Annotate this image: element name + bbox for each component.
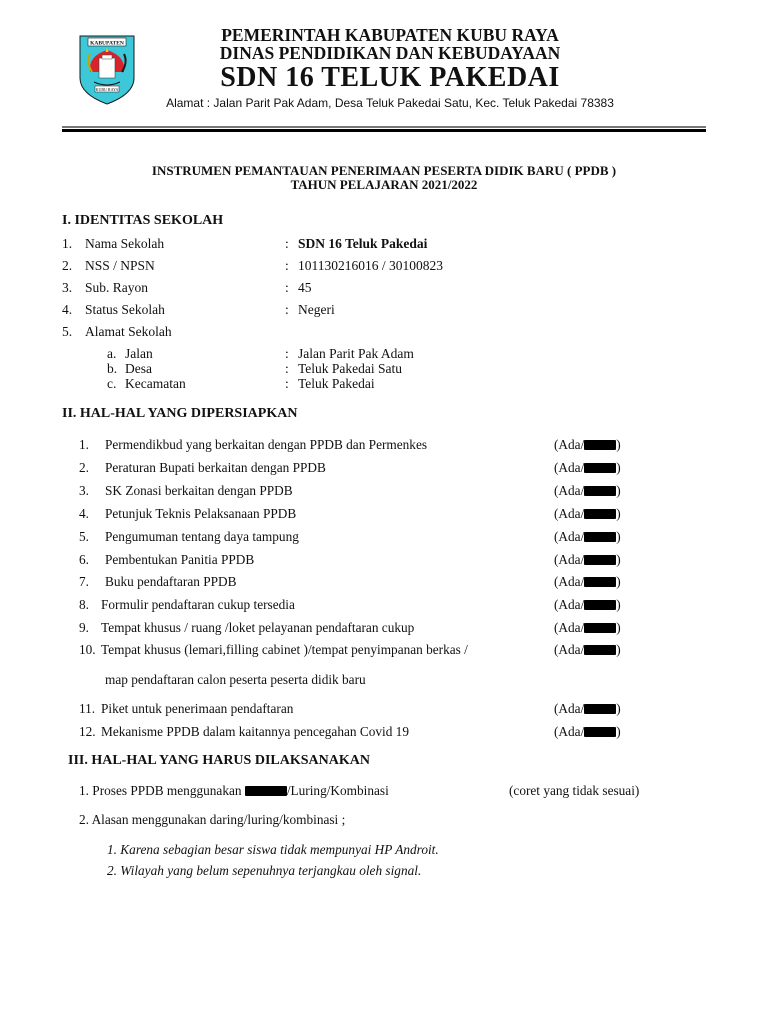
availability-status: (Ada/ ) [554, 642, 621, 657]
item-text: Pengumuman tentang daya tampung [105, 529, 299, 544]
availability-status: (Ada/ ) [554, 529, 621, 544]
row-number: 4. [62, 302, 73, 317]
row-separator: : [285, 280, 289, 295]
row-number: 2. [62, 258, 73, 273]
school-address: Alamat : Jalan Parit Pak Adam, Desa Teluk Pakedai Satu, Kec. Teluk Pakedai 78383 [166, 96, 614, 110]
item-number: 4. [79, 506, 89, 521]
item-text: Formulir pendaftaran cukup tersedia [101, 597, 295, 612]
row-value: Teluk Pakedai Satu [298, 361, 403, 376]
availability-status: (Ada/ ) [554, 701, 621, 716]
row-separator: : [285, 346, 289, 361]
availability-status: (Ada/ ) [554, 574, 621, 589]
process-mode-row: 1. Proses PPDB menggunakan /Luring/Kombinasi [79, 783, 389, 798]
item-number: 11. [79, 701, 96, 716]
item-text: Tempat khusus (lemari,filling cabinet )/tempat penyimpanan berkas / [101, 642, 468, 657]
item-number: 2. [79, 460, 89, 475]
document-subtitle: TAHUN PELAJARAN 2021/2022 [290, 177, 478, 192]
redacted-option [584, 532, 616, 542]
svg-text:KUBU RAYA: KUBU RAYA [95, 86, 119, 92]
reason-item-2: 2. Wilayah yang belum sepenuhnya terjangkau oleh signal. [107, 863, 422, 878]
item-number: 10. [79, 642, 96, 657]
government-name: PEMERINTAH KABUPATEN KUBU RAYA [221, 25, 559, 45]
item-number: 1. [79, 437, 89, 452]
redacted-option [584, 440, 616, 450]
redacted-option [584, 600, 616, 610]
strike-instruction-note: (coret yang tidak sesuai) [509, 783, 640, 798]
item-text: Buku pendaftaran PPDB [105, 574, 237, 589]
item-number: 9. [79, 620, 89, 635]
row-value: Jalan Parit Pak Adam [298, 346, 414, 361]
availability-status: (Ada/ ) [554, 724, 621, 739]
row-number: b. [107, 361, 118, 376]
item-text: Petunjuk Teknis Pelaksanaan PPDB [105, 506, 297, 521]
row-value: Negeri [298, 302, 335, 317]
section-dilaksanakan-heading: III. HAL-HAL YANG HARUS DILAKSANAKAN [68, 753, 370, 768]
redacted-option [584, 704, 616, 714]
row-value: SDN 16 Teluk Pakedai [298, 236, 428, 251]
availability-status: (Ada/ ) [554, 437, 621, 452]
redacted-option [584, 555, 616, 565]
row-number: a. [107, 346, 117, 361]
availability-status: (Ada/ ) [554, 506, 621, 521]
row-label: NSS / NPSN [85, 258, 155, 273]
item-text: Mekanisme PPDB dalam kaitannya pencegahan Covid 19 [101, 724, 409, 739]
availability-status: (Ada/ ) [554, 597, 621, 612]
redacted-option [245, 786, 287, 796]
row-label: Kecamatan [125, 376, 186, 391]
row-label: Alamat Sekolah [85, 324, 172, 339]
availability-status: (Ada/ ) [554, 483, 621, 498]
row-label: Desa [125, 361, 152, 376]
row-number: c. [107, 376, 117, 391]
item-text-continuation: map pendaftaran calon peserta peserta didik baru [105, 672, 366, 687]
item-text: Piket untuk penerimaan pendaftaran [101, 701, 294, 716]
item-text: SK Zonasi berkaitan dengan PPDB [105, 483, 293, 498]
row-separator: : [285, 376, 289, 391]
redacted-option [584, 509, 616, 519]
availability-status: (Ada/ ) [554, 620, 621, 635]
row-separator: : [285, 302, 289, 317]
redacted-option [584, 577, 616, 587]
row-label: Sub. Rayon [85, 280, 149, 295]
reason-question: 2. Alasan menggunakan daring/luring/kombinasi ; [79, 812, 346, 827]
item-text: Tempat khusus / ruang /loket pelayanan pendaftaran cukup [101, 620, 415, 635]
kabupaten-emblem-icon [76, 28, 138, 106]
department-name: DINAS PENDIDIKAN DAN KEBUDAYAAN [219, 43, 561, 63]
row-value: Teluk Pakedai [298, 376, 375, 391]
item-number: 7. [79, 574, 89, 589]
letterhead-divider-thin [62, 126, 706, 128]
redacted-option [584, 463, 616, 473]
row-separator: : [285, 361, 289, 376]
letterhead-divider-thick [62, 129, 706, 132]
availability-status: (Ada/ ) [554, 552, 621, 567]
redacted-option [584, 645, 616, 655]
item-number: 5. [79, 529, 89, 544]
document-title: INSTRUMEN PEMANTAUAN PENERIMAAN PESERTA DIDIK BARU ( PPDB ) [151, 163, 617, 178]
row-separator: : [285, 236, 289, 251]
reason-item-1: 1. Karena sebagian besar siswa tidak mempunyai HP Androit. [107, 842, 439, 857]
availability-status: (Ada/ ) [554, 460, 621, 475]
school-name-heading: SDN 16 TELUK PAKEDAI [220, 62, 560, 93]
redacted-option [584, 727, 616, 737]
row-number: 1. [62, 236, 73, 251]
row-value: 45 [298, 280, 312, 295]
row-label: Jalan [125, 346, 153, 361]
section-dipersiapkan-heading: II. HAL-HAL YANG DIPERSIAPKAN [62, 406, 298, 421]
section-identitas-heading: I. IDENTITAS SEKOLAH [62, 213, 224, 228]
redacted-option [584, 623, 616, 633]
row-label: Status Sekolah [85, 302, 165, 317]
row-number: 5. [62, 324, 73, 339]
item-number: 12. [79, 724, 96, 739]
item-number: 8. [79, 597, 89, 612]
svg-text:KABUPATEN: KABUPATEN [90, 40, 124, 47]
item-number: 6. [79, 552, 89, 567]
item-text: Permendikbud yang berkaitan dengan PPDB dan Permenkes [105, 437, 428, 452]
row-label: Nama Sekolah [85, 236, 165, 251]
row-value: 101130216016 / 30100823 [298, 258, 443, 273]
item-text: Pembentukan Panitia PPDB [105, 552, 255, 567]
row-number: 3. [62, 280, 73, 295]
row-separator: : [285, 258, 289, 273]
redacted-option [584, 486, 616, 496]
item-number: 3. [79, 483, 89, 498]
item-text: Peraturan Bupati berkaitan dengan PPDB [105, 460, 326, 475]
